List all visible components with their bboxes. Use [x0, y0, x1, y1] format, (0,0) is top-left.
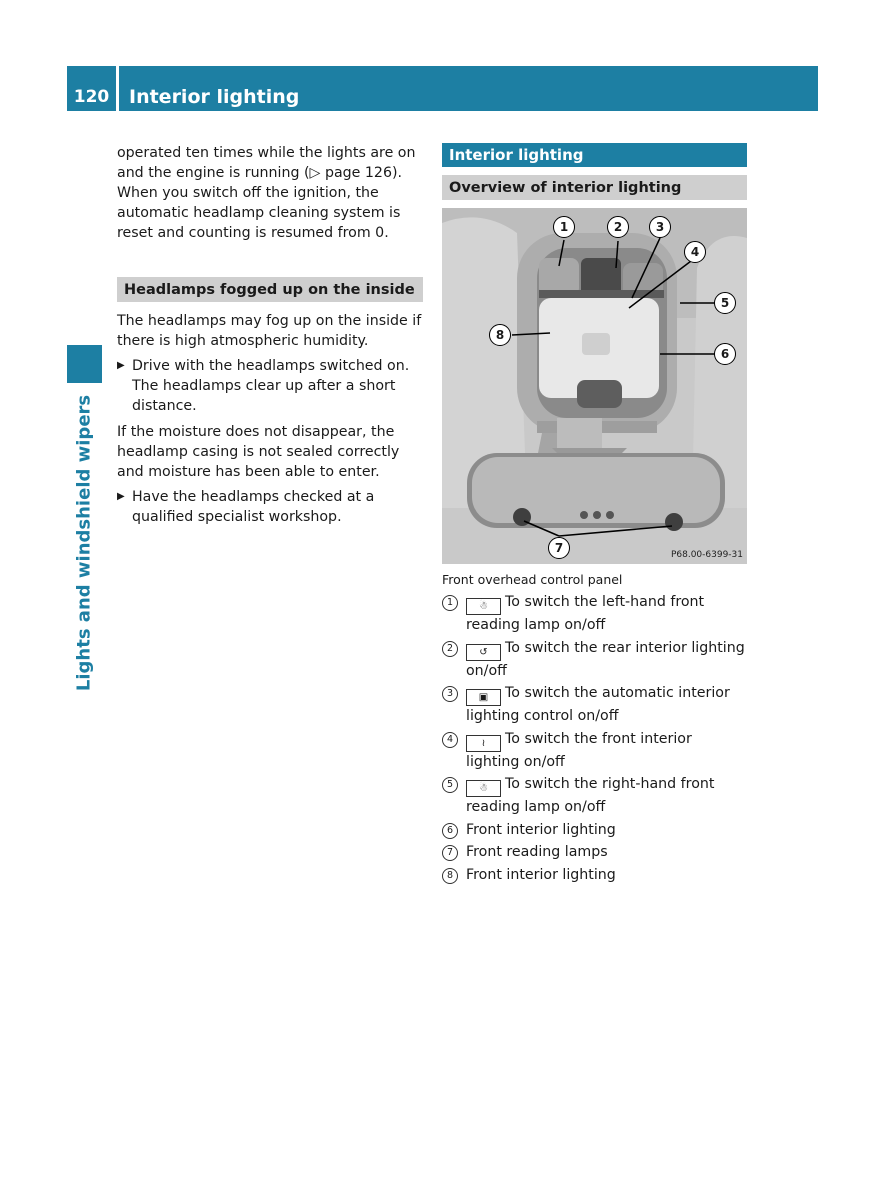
callout-6: 6	[714, 343, 736, 365]
bullet-text: Have the headlamps checked at a qualified specialist workshop.	[132, 489, 375, 525]
rear-light-icon: ↺	[466, 644, 501, 661]
callout-3: 3	[649, 216, 671, 238]
item-number: 1	[442, 595, 458, 611]
item-text: To switch the rear interior lighting on/off	[466, 639, 745, 679]
item-text: To switch the left-hand front reading lamp on/off	[466, 594, 705, 633]
bullet-text: Drive with the headlamps switched on. The headlamps clear up after a short distance.	[132, 358, 410, 414]
left-column	[117, 143, 423, 527]
callout-4: 4	[684, 241, 706, 263]
section-heading: Headlamps fogged up on the inside	[117, 277, 423, 302]
intro-paragraph: operated ten times while the lights are on and the engine is running (▷ page 126). When you switch off the ignition, the automatic headlamp cleaning system is reset and counting is resumed from 0.	[117, 145, 416, 241]
callout-1: 1	[553, 216, 575, 238]
item-text: Front reading lamps	[466, 844, 608, 860]
paragraph-moisture: If the moisture does not disappear, the headlamp casing is not sealed correctly and moisture has been able to enter.	[117, 424, 400, 480]
image-code: P68.00-6399-31	[670, 550, 743, 560]
list-item	[442, 592, 747, 636]
arrow-icon: ▶	[117, 360, 125, 371]
item-number: 2	[442, 641, 458, 657]
item-number: 5	[442, 777, 458, 793]
instruction-bullet	[117, 487, 423, 527]
overhead-panel-illustration	[442, 208, 747, 564]
overhead-panel-photo	[442, 208, 747, 564]
callout-2: 2	[607, 216, 629, 238]
reading-lamp-icon: ☃	[466, 598, 501, 615]
callout-8: 8	[489, 324, 511, 346]
item-text: To switch the front interior lighting on/off	[466, 730, 692, 770]
paragraph-humidity: The headlamps may fog up on the inside if there is high atmospheric humidity.	[117, 313, 422, 349]
item-number: 7	[442, 845, 458, 861]
page-number: 120	[73, 87, 110, 107]
arrow-icon: ▶	[117, 491, 125, 502]
front-light-icon: ≀	[466, 735, 501, 752]
instruction-bullet	[117, 356, 423, 416]
header-separator	[116, 66, 119, 111]
callout-7: 7	[548, 537, 570, 559]
list-item	[442, 774, 747, 818]
list-item	[442, 683, 747, 727]
auto-light-icon: ▣	[466, 689, 501, 706]
item-text: Front interior lighting	[466, 866, 616, 883]
list-item	[442, 729, 747, 773]
item-number: 3	[442, 686, 458, 702]
list-item	[442, 842, 747, 863]
list-item	[442, 865, 747, 886]
section-title: Interior lighting	[442, 143, 747, 167]
chapter-title: Interior lighting	[129, 86, 300, 108]
list-item	[442, 638, 747, 682]
right-column	[442, 143, 747, 887]
item-text: To switch the automatic interior lighting control on/off	[466, 685, 730, 724]
item-number: 6	[442, 823, 458, 839]
reading-lamp-icon: ☃	[466, 780, 501, 797]
callout-5: 5	[714, 292, 736, 314]
subsection-title: Overview of interior lighting	[442, 175, 747, 200]
item-text: Front interior lighting	[466, 821, 616, 838]
side-tab-marker	[67, 345, 102, 383]
side-tab-label: Lights and windshield wipers	[73, 394, 95, 692]
item-text: To switch the right-hand front reading lamp on/off	[466, 776, 715, 815]
legend-list	[442, 592, 747, 886]
photo-caption: Front overhead control panel	[442, 572, 623, 587]
page-header	[67, 66, 818, 111]
item-number: 4	[442, 732, 458, 748]
list-item	[442, 820, 747, 841]
item-number: 8	[442, 868, 458, 884]
